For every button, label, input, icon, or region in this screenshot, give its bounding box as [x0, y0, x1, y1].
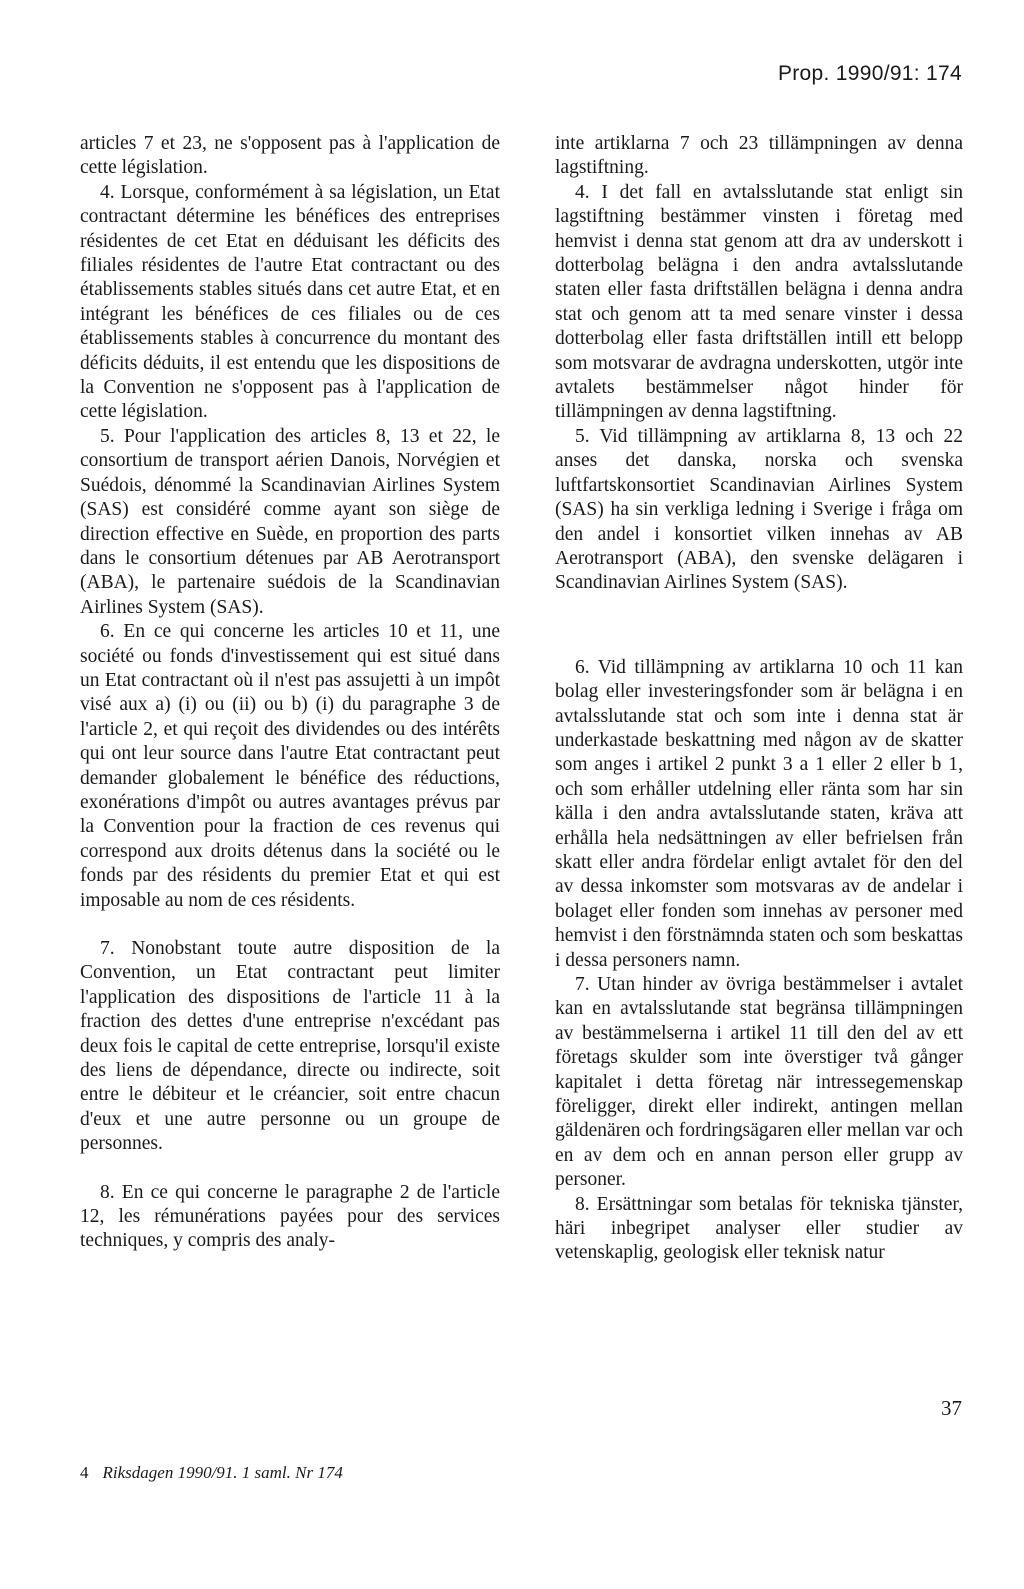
paragraph-sv-5: 5. Vid tillämpning av artiklarna 8, 13 och 22 anses det danska, norska och svenska luftfartskonsortiet Scandinavian Airlines System (SAS) ha sin verkliga ledning i Sverige i fråga om den andel i konsortiet vilken innehas av AB Aerotransport (ABA), den svenske delägaren i Scandinavian Airlines System (SAS). [555, 425, 963, 594]
paragraph-fr-8: 8. En ce qui concerne le paragraphe 2 de l'article 12, les rémunérations payées pour des services techniques, y compris des analy- [80, 1181, 500, 1252]
document-reference: Prop. 1990/91: 174 [777, 62, 962, 85]
swedish-column [555, 132, 963, 1266]
source-reference: Riksdagen 1990/91. 1 saml. Nr 174 [102, 1463, 343, 1482]
page-number: 37 [941, 1396, 962, 1420]
paragraph-sv-continuation: inte artiklarna 7 och 23 tillämpningen av denna lagstiftning. [555, 133, 963, 179]
paragraph-fr-7: 7. Nonobstant toute autre disposition de la Convention, un Etat contractant peut limiter l'application des dispositions de l'article 11 à la fraction des dettes d'une entreprise n'excédant pas deux fois le capital de cette entreprise, lorsqu'il existe des liens de dépendance, directe ou indirecte, soit entre le débiteur et le créancier, soit entre chacun d'eux et une autre personne ou un groupe de personnes. [80, 938, 500, 1155]
paragraph-sv-4: 4. I det fall en avtalsslutande stat enligt sin lagstiftning bestämmer vinsten i företag med hemvist i denna stat genom att dra av underskott i dotterbolag belägna i den andra avtalsslutande staten eller fasta driftställen belägna i denna andra stat och genom att ta med senare vinster i dessa dotterbolag eller fasta driftställen intill ett belopp som motsvarar de avdragna underskotten, utgör inte avtalets bestämmelser något hinder för tillämpningen av denna lagstiftning. [555, 181, 963, 423]
paragraph-sv-6: 6. Vid tillämpning av artiklarna 10 och 11 kan bolag eller investeringsfonder som är belägna i en avtalsslutande stat och som inte i denna stat är underkastade beskattning med någon av de skatter som anges i artikel 2 punkt 3 a 1 eller 2 eller b 1, och som erhåller utdelning eller ränta som har sin källa i den andra avtalsslutande staten, kräva att erhålla hela nedsättningen av eller befrielsen från skatt eller andra fördelar enligt avtalet för den del av dessa inkomster som motsvaras av de andelar i bolaget eller fonden som innehas av personer med hemvist i den förstnämnda staten och som beskattas i dessa personers namn. [555, 656, 963, 971]
paragraph-fr-6: 6. En ce qui concerne les articles 10 et 11, une société ou fonds d'investissement qui est situé dans un Etat contractant où il n'est pas assujetti à un impôt visé aux a) (i) ou (ii) ou b) (i) du paragraphe 3 de l'article 2, et qui reçoit des dividendes ou des intérêts qui ont leur source dans l'autre Etat contractant peut demander globalement le bénéfice des réductions, exonérations d'impôt ou autres avantages prévus par la Convention pour la fraction de ces revenus qui correspond aux droits détenus dans la société ou le fonds par des résidents du premier Etat et qui est imposable au nom de ces résidents. [80, 621, 500, 911]
french-column [80, 132, 500, 1254]
paragraph-sv-8: 8. Ersättningar som betalas för tekniska tjänster, häri inbegripet analyser eller studier av vetenskaplig, geologisk eller teknisk natur [555, 1193, 963, 1264]
paragraph-fr-5: 5. Pour l'application des articles 8, 13 et 22, le consortium de transport aérien Danois, Norvégien et Suédois, dénommé la Scandinavian Airlines System (SAS) est considéré comme ayant son siège de direction effective en Suède, en proportion des parts dans le consortium détenues par AB Aerotransport (ABA), le partenaire suédois de la Scandinavian Airlines System (SAS). [80, 425, 500, 618]
paragraph-fr-4: 4. Lorsque, conformément à sa législation, un Etat contractant détermine les bénéfices des entreprises résidentes de cet Etat en déduisant les déficits des filiales résidentes de l'autre Etat contractant ou des établissements stables situés dans cet autre Etat, et en intégrant les bénéfices de ces filiales ou de ces établissements stables à concurrence du montant des déficits déduits, il est entendu que les dispositions de la Convention ne s'opposent pas à l'application de cette législation. [80, 181, 500, 423]
paragraph-fr-continuation: articles 7 et 23, ne s'opposent pas à l'application de cette législation. [80, 133, 500, 179]
signature-number: 4 [80, 1463, 89, 1482]
paragraph-sv-7: 7. Utan hinder av övriga bestämmelser i avtalet kan en avtalsslutande stat begränsa tillämpningen av bestämmelserna i artikel 11 till den del av ett företags skulder som inte överstiger två gånger kapitalet i detta företag när intressegemenskap föreligger, direkt eller indirekt, antingen mellan gäldenären och fordringsägaren eller mellan var och en av dem och en annan person eller grupp av personer. [555, 974, 963, 1191]
footer-source [80, 1463, 343, 1483]
